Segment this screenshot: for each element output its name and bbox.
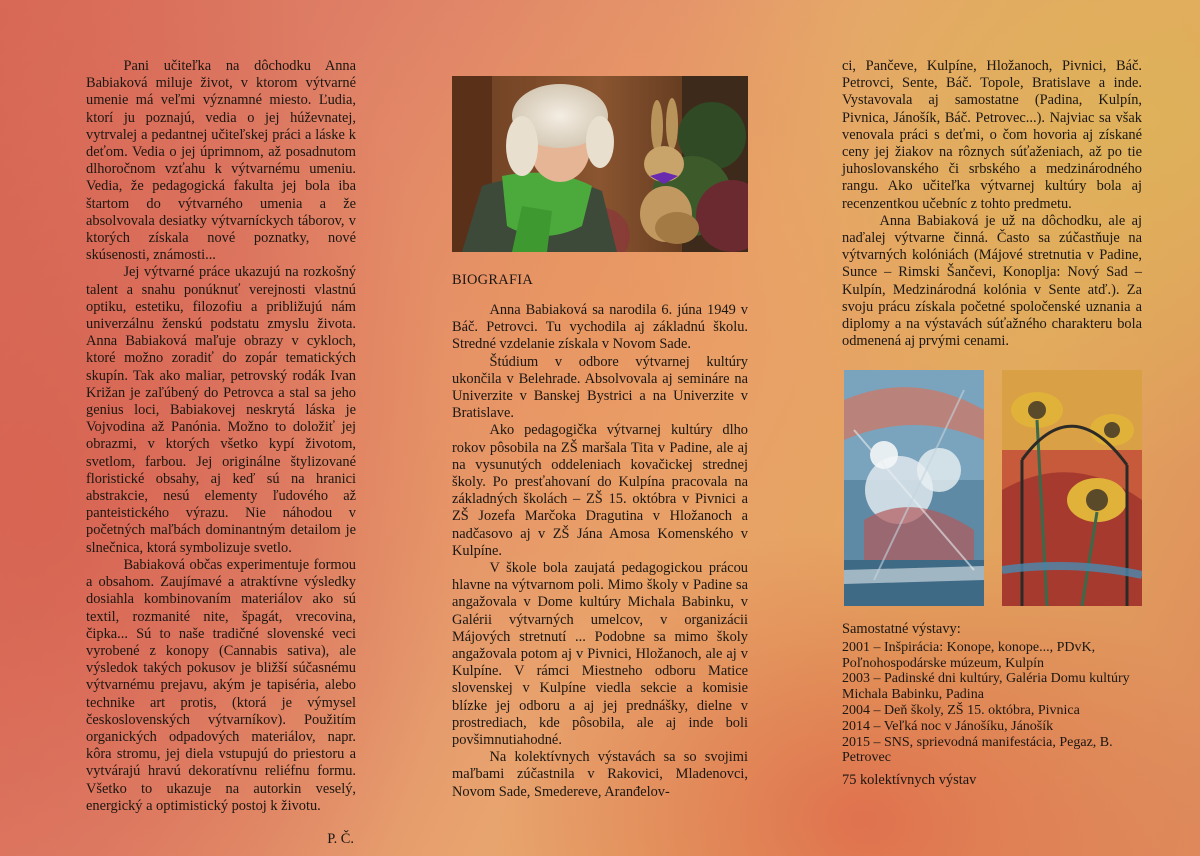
column-left: [86, 58, 356, 848]
paragraph: Štúdium v odbore výtvarnej kultúry ukončila v Belehrade. Absolvovala aj semináre na Univerzite v Banskej Bystrici a na Univerzite v Bratislave.: [452, 353, 748, 422]
exhibition-item: 2014 – Veľká noc v Jánošíku, Jánošík: [842, 718, 1054, 734]
paragraph: Na kolektívnych výstavách sa so svojimi maľbami zúčastnila v Rakovici, Mladenovci, Novom Sade, Smedereve, Aranđelov-: [452, 749, 748, 800]
exhibition-item: 2004 – Deň školy, ZŠ 15. októbra, Pivnica: [842, 702, 1080, 718]
exhibitions-list: [842, 622, 1152, 766]
exhibition-item: 2003 – Padinské dni kultúry, Galéria Domu kultúry Michala Babinku, Padina: [842, 671, 1130, 703]
exhibition-item: 2001 – Inšpirácia: Konope, konope..., PDvK, Poľnohospodárske múzeum, Kulpín: [842, 639, 1096, 671]
author-signature: P. Č.: [327, 830, 354, 847]
paragraph: Ako pedagogička výtvarnej kultúry dlho rokov pôsobila na ZŠ maršala Tita v Padine, ale aj na vysunutých oddeleniach kovačickej strednej školy. Po presťahovaní do Kulpína pracovala na základných školách – ZŠ 15. októbra v Pivnici a ZŠ Jozefa Marčoka Dragutina v Hložanoch a nadčasovo aj v ZŠ Jána Amosa Komenského v Kulpíne.: [452, 422, 748, 559]
paragraph: Anna Babiaková je už na dôchodku, ale aj naďalej výtvarne činná. Často sa zúčastňuje na výtvarných kolóniách (Májové stretnutia v Padine, Sunce – Rimski Šančevi, Konoplja: Nový Sad – Kulpín, Medzinárodná kolónia v Sente atď.). Za svoju prácu získala početné spoločenské uznania a diplomy a na výstavách súťažného charakteru bola odmenená aj prvými cenami.: [842, 212, 1142, 350]
paragraph: Jej výtvarné práce ukazujú na rozkošný talent a snahu ponúknuť verejnosti vlastnú optiku, estetiku, filozofiu a približujú nám univerzálnu ženskú podstatu zmyslu života. Anna Babiaková maľuje obrazy v cykloch, ktoré možno zoradiť do zopár tematických skupín. Tak ako maliar, petrovský rodák Ivan Križan je zaľúbený do Petrovca a stal sa jeho genius loci, Babiakovej neskrytá láska je Vojvodina až Panónia. Možno to doložiť jej obrazmi, v ktorých všetko kypí životom, svetlom, farbou. Jej originálne štylizované floristické obsahy, aj keď sú na hranici abstrakcie, nesú elementy ľudového až panteistického výrazu. Nie náhodou v početných maľbách dominantným detailom je slnečnica, ktorá symbolizuje svetlo.: [86, 264, 356, 556]
paragraph: ci, Pančeve, Kulpíne, Hložanoch, Pivnici, Báč. Petrovci, Sente, Báč. Topole, Bratislave a inde. Vystavovala aj samostatne (Padina, Kulpín, Pivnica, Jánošík, Báč. Petrovec...). Najviac sa však venovala práci s deťmi, o čom hovoria aj získané ceny jej žiakov na rôznych súťaženiach, až po tie juhoslovanského či srbského a medzinárodného rangu. Ako učiteľka výtvarnej kultúry bola aj recenzentkou učebníc z tohto predmetu.: [842, 58, 1142, 212]
collective-exhibitions-count: 75 kolektívnych výstav: [842, 772, 977, 788]
painting-image-1: [844, 370, 984, 606]
painting-image-2: [1002, 370, 1142, 606]
paragraph: V škole bola zaujatá pedagogickou prácou hlavne na výtvarnom poli. Mimo školy v Padine sa angažovala v Dome kultúry Michala Babinku, v Galérii výtvarných umelcov, v organizácii Májových stretnutí ... Podobne sa mimo školy angažovala potom aj v Pivnici, Hložanoch, ale aj v Kulpíne. V rámci Miestneho odboru Matice slovenskej v Kulpíne viedla sekcie a komisie blízke jej odboru a aj jej prednášky, dielne v prostrediach, kde pôsobila, ale aj inde boli povšimnutiahodné.: [452, 560, 748, 749]
column-middle: [452, 302, 748, 801]
paragraph: Anna Babiaková sa narodila 6. júna 1949 v Báč. Petrovci. Tu vychodila aj základnú školu. Stredné vzdelanie získala v Novom Sade.: [452, 302, 748, 353]
exhibition-item: 2015 – SNS, sprievodná manifestácia, Pegaz, B. Petrovec: [842, 734, 1113, 766]
exhibitions-title: Samostatné výstavy:: [842, 621, 961, 637]
section-heading: BIOGRAFIA: [452, 272, 534, 288]
paragraph: Babiaková občas experimentuje formou a obsahom. Zaujímavé a atraktívne výsledky dosiahla kombinovaním materiálov ako sú textil, rozmanité nite, špagát, vrecovina, čipka... Sú to naše tradičné slovenské veci vyrobené z konopy (Cannabis sativa), ale výsledok takých pokusov je bližší súčasnému výtvarnému prejavu, akým je tapiséria, alebo technike art protis, (ktorá je výmysel československých výtvarníkov). Použitím organických odpadových materiálov, napr. kôra stromu, jej diela vstupujú do priestoru a vytvárajú hravú dekoratívnu reliéfnu formu. Všetko to ukazuje na autorkin veselý, energický a optimistický postoj k životu.: [86, 556, 356, 814]
column-right: [842, 58, 1142, 350]
portrait-photo: [452, 76, 748, 252]
paragraph: Pani učiteľka na dôchodku Anna Babiaková miluje život, v ktorom výtvarné umenie má veľmi významné miesto. Ľudia, ktorí ju poznajú, vedia o jej húževnatej, vytrvalej a pedantnej učiteľskej práci a láske k deťom. Vedia o jej úprimnom, až posadnutom dlhoročnom vzťahu k výtvarnému umeniu. Vedia, že pedagogická fakulta jej bola iba štartom do výtvarného umenia a že absolvovala desiatky výtvarníckych táborov, v ktorých získala nové poznatky, nové skúsenosti, známosti...: [86, 58, 356, 264]
